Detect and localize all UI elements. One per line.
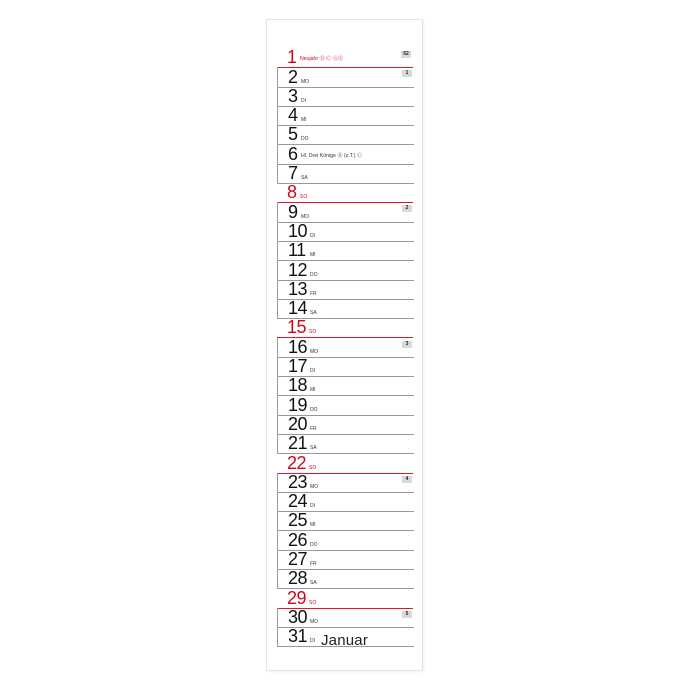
day-number: 16 (288, 336, 308, 357)
day-row (277, 202, 414, 222)
weekday-abbr: MI (310, 252, 316, 259)
day-number: 15 (287, 317, 307, 338)
weekday-abbr: MI (310, 522, 316, 529)
day-number: 25 (288, 510, 308, 531)
day-row-sunday (277, 318, 413, 338)
day-number: 29 (287, 587, 307, 608)
day-number: 14 (288, 298, 308, 319)
day-number: 19 (288, 394, 308, 415)
weekday-abbr: DO (310, 271, 318, 278)
day-row (277, 260, 414, 280)
weekday-abbr: MO (301, 78, 310, 85)
day-row (277, 338, 414, 358)
weekday-abbr: DI (310, 368, 315, 375)
day-row (277, 395, 414, 415)
day-number: 6 (288, 143, 298, 164)
day-number: 17 (288, 356, 308, 377)
weekday-abbr: SO (309, 329, 317, 336)
weekday-abbr: SO (300, 194, 308, 201)
day-row (277, 125, 414, 145)
holiday-note: Neujahr Ⓑ Ⓒ ⓈⒺ (300, 56, 344, 63)
weekday-abbr: MO (301, 213, 310, 220)
weekday-abbr: SO (309, 464, 317, 471)
day-number: 20 (288, 413, 308, 434)
day-row-sunday (277, 183, 413, 203)
holiday-note: Hl. Drei Könige Ⓑ (z.T.) Ⓒ (301, 152, 363, 159)
day-number: 22 (287, 452, 307, 473)
day-row (277, 222, 414, 242)
weekday-abbr: SA (310, 445, 317, 452)
weekday-abbr: MI (301, 117, 307, 124)
day-number: 24 (288, 491, 308, 512)
day-number: 3 (288, 85, 298, 106)
day-row (277, 415, 414, 435)
week-number-badge: 4 (402, 476, 412, 483)
day-row (277, 550, 414, 570)
day-row (277, 241, 414, 261)
week-number-badge: 52 (401, 51, 411, 58)
weekday-abbr: DI (310, 232, 315, 239)
day-row-sunday (277, 453, 413, 473)
week-number-badge: 1 (402, 70, 412, 77)
week-number-badge: 2 (402, 205, 412, 212)
weekday-abbr: DI (310, 503, 315, 510)
weekday-abbr: MO (310, 348, 319, 355)
day-row-sunday (277, 48, 413, 68)
day-row (277, 299, 414, 319)
week-number-badge: 3 (402, 341, 412, 348)
day-row (277, 357, 414, 377)
day-number: 9 (288, 201, 298, 222)
day-number: 27 (288, 549, 308, 570)
day-row (277, 106, 414, 126)
day-number: 7 (288, 163, 298, 184)
weekday-abbr: SA (301, 175, 308, 182)
day-row (277, 280, 414, 300)
day-number: 2 (288, 66, 298, 87)
day-number: 18 (288, 375, 308, 396)
day-number: 11 (288, 240, 306, 261)
day-row (277, 492, 414, 512)
weekday-abbr: DO (301, 136, 309, 143)
month-title: Januar (320, 632, 369, 649)
weekday-abbr: DI (310, 638, 315, 645)
weekday-abbr: FR (310, 561, 317, 568)
weekday-abbr: FR (310, 290, 317, 297)
day-number: 1 (287, 47, 297, 68)
day-number: 28 (288, 568, 308, 589)
weekday-abbr: MO (310, 618, 319, 625)
day-row (277, 434, 414, 454)
week-number-badge: 5 (402, 611, 412, 618)
day-number: 31 (288, 626, 308, 647)
day-row (277, 164, 414, 184)
weekday-abbr: SA (310, 310, 317, 317)
weekday-abbr: FR (310, 425, 317, 432)
weekday-abbr: DO (310, 406, 318, 413)
day-row (277, 376, 414, 396)
day-row (277, 145, 414, 165)
day-row-sunday (277, 588, 413, 608)
day-number: 12 (288, 259, 308, 280)
day-row (277, 531, 414, 551)
day-number: 30 (288, 606, 308, 627)
day-number: 13 (288, 278, 308, 299)
day-number: 21 (288, 433, 308, 454)
day-number: 26 (288, 529, 308, 550)
day-number: 5 (288, 124, 298, 145)
day-row (277, 87, 414, 107)
weekday-abbr: SA (310, 580, 317, 587)
day-row (277, 511, 414, 531)
day-number: 10 (288, 220, 308, 241)
day-row (277, 608, 414, 628)
day-row (277, 473, 414, 493)
day-row (277, 67, 414, 87)
weekday-abbr: MI (310, 387, 316, 394)
weekday-abbr: DO (310, 541, 318, 548)
weekday-abbr: SO (309, 599, 317, 606)
day-row (277, 569, 414, 589)
weekday-abbr: MO (310, 483, 319, 490)
weekday-abbr: DI (301, 97, 306, 104)
calendar-card (267, 20, 422, 670)
day-number: 23 (288, 471, 308, 492)
day-number: 4 (288, 105, 298, 126)
day-number: 8 (287, 182, 297, 203)
